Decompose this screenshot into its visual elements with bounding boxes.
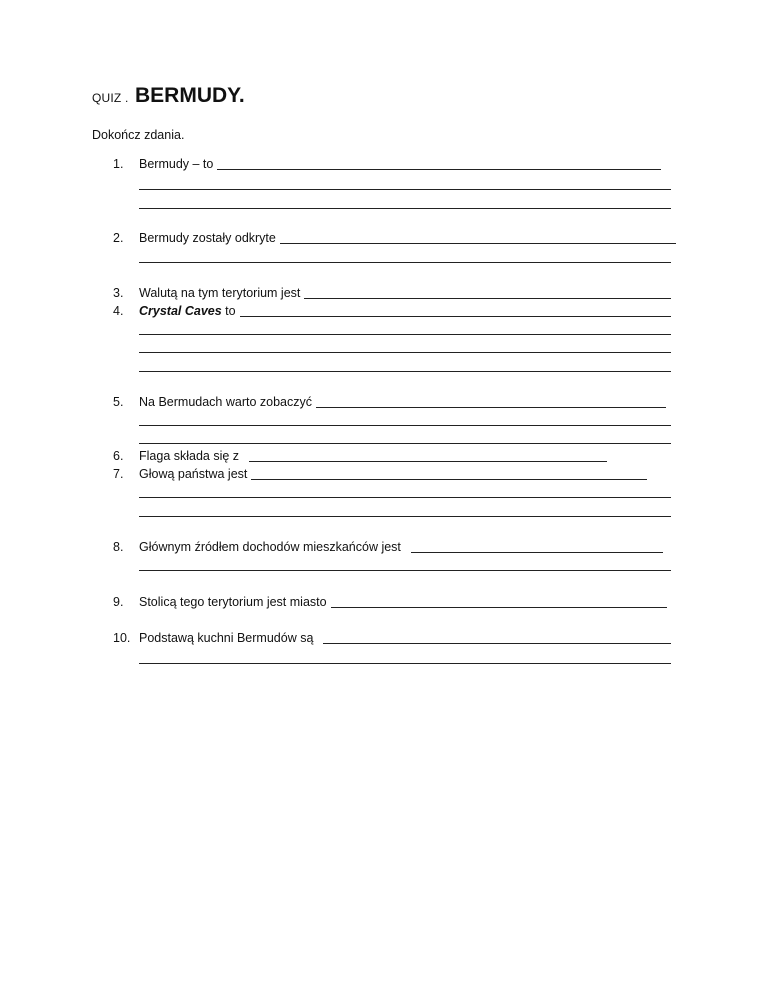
answer-line[interactable] — [139, 371, 671, 372]
answer-blank[interactable] — [249, 461, 607, 462]
question-3 — [113, 283, 671, 303]
answer-line[interactable] — [139, 497, 671, 498]
answer-line[interactable] — [139, 208, 671, 209]
answer-line[interactable] — [139, 262, 671, 263]
question-text: Flaga składa się z — [139, 449, 240, 463]
answer-blank[interactable] — [240, 316, 671, 317]
question-4 — [113, 301, 671, 321]
answer-line[interactable] — [139, 570, 671, 571]
question-8 — [113, 537, 671, 557]
answer-blank[interactable] — [411, 552, 663, 553]
question-number: 2. — [113, 231, 124, 245]
question-number: 8. — [113, 540, 124, 554]
question-text: Głową państwa jest — [139, 467, 248, 481]
answer-line[interactable] — [139, 334, 671, 335]
answer-blank[interactable] — [304, 298, 671, 299]
answer-line[interactable] — [139, 189, 671, 190]
answer-line[interactable] — [139, 443, 671, 444]
answer-blank[interactable] — [331, 607, 667, 608]
question-text: Na Bermudach warto zobaczyć — [139, 395, 312, 409]
crystal-caves-term: Crystal Caves — [139, 304, 222, 318]
question-text: Stolicą tego terytorium jest miasto — [139, 595, 327, 609]
question-text: Podstawą kuchni Bermudów są — [139, 631, 314, 645]
question-text: Bermudy zostały odkryte — [139, 231, 276, 245]
question-7 — [113, 464, 671, 484]
question-number: 7. — [113, 467, 124, 481]
question-text: Głównym źródłem dochodów mieszkańców jest — [139, 540, 401, 554]
title-main: BERMUDY. — [135, 84, 245, 107]
question-2 — [113, 228, 676, 248]
question-number: 6. — [113, 449, 124, 463]
question-text: Bermudy – to — [139, 157, 214, 171]
question-6 — [113, 446, 671, 466]
question-number: 10. — [113, 631, 131, 645]
question-text — [139, 301, 240, 321]
answer-line[interactable] — [139, 352, 671, 353]
question-number: 9. — [113, 595, 124, 609]
answer-blank[interactable] — [251, 479, 647, 480]
question-5 — [113, 392, 671, 412]
answer-line[interactable] — [139, 663, 671, 664]
question-number: 4. — [113, 304, 124, 318]
question-text-rest: to — [221, 304, 236, 318]
answer-blank[interactable] — [316, 407, 666, 408]
question-10 — [113, 628, 671, 648]
question-number: 3. — [113, 286, 124, 300]
question-number: 5. — [113, 395, 124, 409]
question-text: Walutą na tym terytorium jest — [139, 286, 301, 300]
title-prefix: QUIZ . — [92, 91, 129, 105]
question-9 — [113, 592, 671, 612]
answer-blank[interactable] — [280, 243, 676, 244]
instruction-text: Dokończ zdania. — [92, 128, 185, 142]
answer-line[interactable] — [139, 516, 671, 517]
answer-line[interactable] — [139, 425, 671, 426]
answer-blank[interactable] — [323, 643, 671, 644]
page-title — [92, 84, 245, 108]
question-1 — [113, 154, 671, 174]
answer-blank[interactable] — [217, 169, 661, 170]
question-number: 1. — [113, 157, 124, 171]
